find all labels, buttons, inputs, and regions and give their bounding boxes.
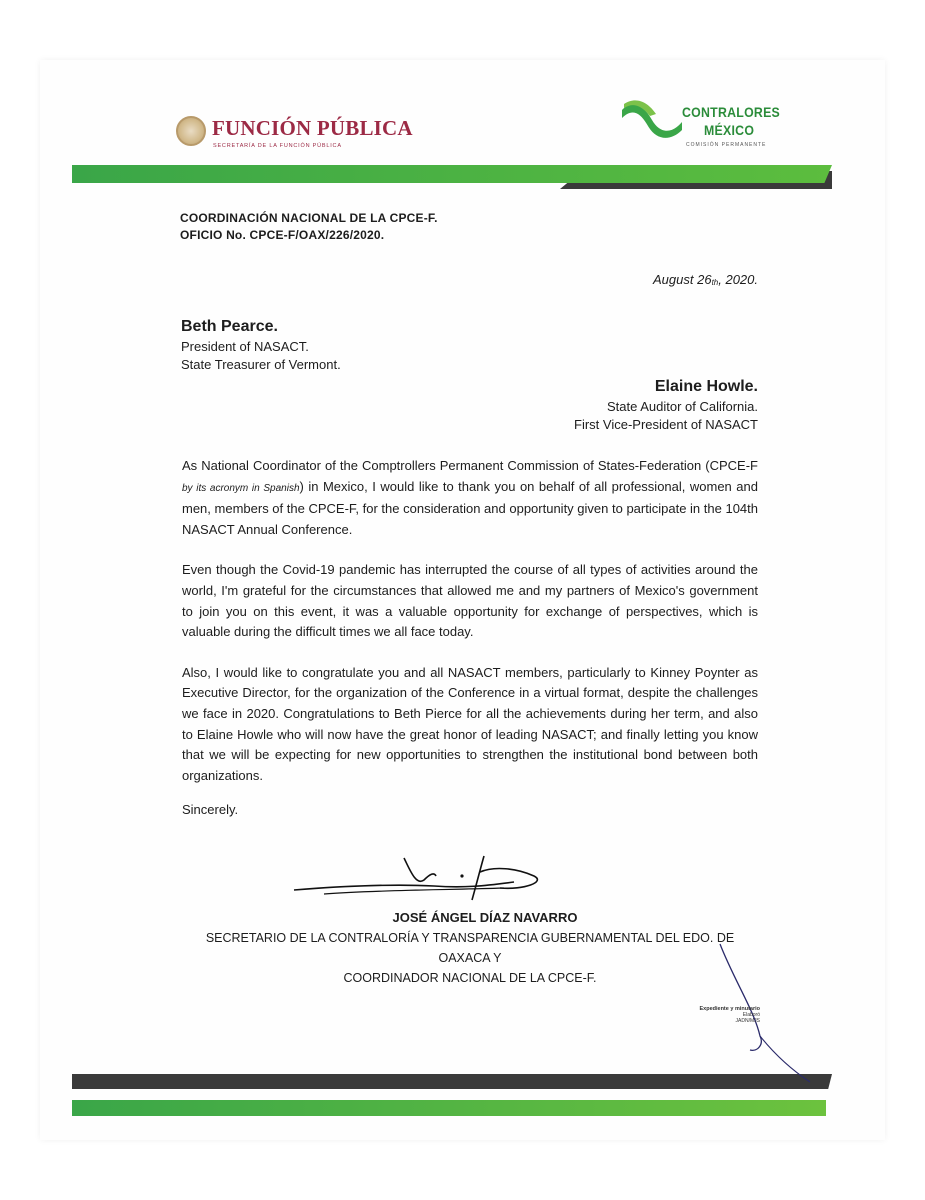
- reference-line-2: OFICIO No. CPCE-F/OAX/226/2020.: [180, 228, 385, 242]
- p1-text-a: As National Coordinator of the Comptrollers Permanent Commission of States-Federation (CPCE-F: [182, 458, 758, 473]
- funcion-publica-title: FUNCIÓN PÚBLICA: [212, 116, 413, 140]
- signer-block: [180, 908, 760, 988]
- date-suffix: th: [711, 278, 719, 287]
- date-prefix: August 26: [653, 272, 712, 287]
- mexico-text: MÉXICO: [704, 122, 755, 138]
- primary-recipient: [181, 316, 341, 374]
- signer-title-1: SECRETARIO DE LA CONTRALORÍA Y TRANSPARENCIA GUBERNAMENTAL DEL EDO. DE OAXACA Y: [205, 931, 735, 965]
- body-paragraph-1: [182, 456, 758, 540]
- initials-line-3: JADN/MJS: [735, 1018, 760, 1024]
- initials-label: Expediente y minutario: [699, 1006, 760, 1012]
- signer-name: JOSÉ ÁNGEL DÍAZ NAVARRO: [392, 910, 578, 925]
- p1-italic-note: by its acronym in Spanish: [182, 482, 300, 494]
- contralores-mexico-logo: [620, 100, 790, 156]
- primary-recipient-title-1: President of NASACT.: [181, 339, 309, 354]
- primary-recipient-title-2: State Treasurer of Vermont.: [181, 357, 341, 372]
- comision-permanente-text: COMISIÓN PERMANENTE: [686, 142, 767, 148]
- contralores-text: CONTRALORES: [682, 104, 781, 120]
- closing-line: Sincerely.: [182, 802, 239, 817]
- initials-line-2: Elaboró: [742, 1012, 760, 1018]
- letter-date: [653, 272, 758, 287]
- p1-text-b: ) in Mexico, I would like to thank you on behalf of all professional, women and men, members of the CPCE-F, for the consideration and opportunity given to participate in the 104th NASACT Annual Conference.: [182, 478, 758, 537]
- reference-line-1: COORDINACIÓN NACIONAL DE LA CPCE-F.: [180, 211, 438, 225]
- footer-green-bar: [72, 1100, 826, 1116]
- mexico-seal-icon: [176, 116, 206, 146]
- funcion-publica-subtitle: SECRETARÍA DE LA FUNCIÓN PÚBLICA: [213, 143, 342, 149]
- secondary-recipient: [574, 376, 758, 434]
- handwritten-signature: [284, 850, 584, 910]
- letter-body: [182, 456, 758, 806]
- swoosh-icon: [620, 100, 684, 140]
- file-initials: [650, 1006, 760, 1024]
- secondary-recipient-title-2: First Vice-President of NASACT: [574, 417, 758, 432]
- body-paragraph-3: Also, I would like to congratulate you and all NASACT members, particularly to Kinney Poynter as Executive Director, for the organization of the Conference in a virtual format, despite the challenges we face in 2020. Congratulations to Beth Pierce for all the achievements during her term, and also to Elaine Howle who will now have the great honor of leading NASACT; and finally letting you know that we will be expecting for new opportunities to strengthen the institutional bond between both organizations.: [182, 664, 758, 783]
- signer-title-2: COORDINADOR NACIONAL DE LA CPCE-F.: [343, 971, 597, 985]
- header-green-bar: [72, 165, 832, 183]
- primary-recipient-name: Beth Pearce.: [181, 318, 278, 335]
- secondary-recipient-title-1: State Auditor of California.: [606, 399, 758, 414]
- funcion-publica-logo: [176, 110, 446, 160]
- letter-reference: [180, 210, 438, 244]
- secondary-recipient-name: Elaine Howle.: [654, 378, 758, 395]
- body-paragraph-2: Even though the Covid-19 pandemic has interrupted the course of all types of activities around the world, I'm grateful for the circumstances that allowed me and my partners of Mexico's government to join you on this event, it was a valuable opportunity for exchange of perspectives, which is valuable during the difficult times we all face today.: [182, 562, 758, 640]
- date-year: , 2020.: [718, 272, 758, 287]
